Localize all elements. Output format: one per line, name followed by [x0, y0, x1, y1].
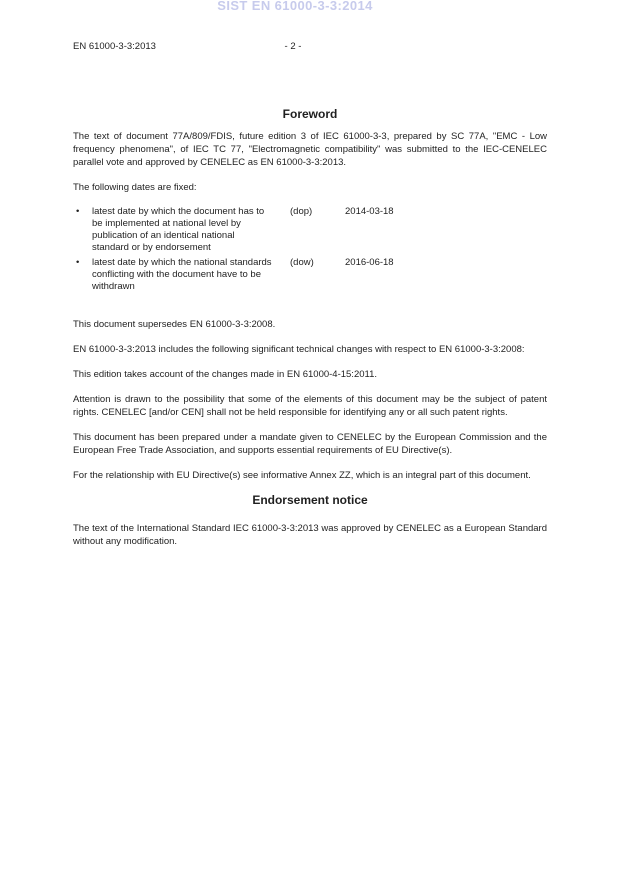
endorsement-heading: Endorsement notice — [252, 493, 368, 507]
patent-rights-paragraph: Attention is drawn to the possibility that some of the elements of this document may be the subject of patent rights. CENELEC [and/or CEN] shall not be held responsible for identifying any or all such patent rights. — [73, 394, 547, 418]
fixed-dates-list — [73, 206, 547, 293]
date-item-text: latest date by which the document has to be implemented at national level by publication of an identical national standard or by endorsement — [92, 206, 265, 253]
annex-zz-paragraph: For the relationship with EU Directive(s) see informative Annex ZZ, which is an integral part of this document. — [73, 470, 531, 481]
foreword-intro-paragraph: The text of document 77A/809/FDIS, future edition 3 of IEC 61000-3-3, prepared by SC 77A, "EMC - Low frequency phenomena", of IEC TC 77, "Electromagnetic compatibility" was submitted to the IEC-CENELEC parallel vote and approved by CENELEC as EN 61000-3-3:2013. — [73, 131, 547, 168]
dates-intro-text: The following dates are fixed: — [73, 182, 197, 193]
changes-paragraph: EN 61000-3-3:2013 includes the following significant technical changes with respect to EN 61000-3-3:2008: — [73, 344, 525, 355]
list-item — [73, 206, 547, 254]
date-value: 2016-06-18 — [345, 257, 394, 268]
document-reference: EN 61000-3-3:2013 — [73, 41, 156, 52]
page-content — [73, 107, 547, 548]
edition-paragraph: This edition takes account of the changes made in EN 61000-4-15:2011. — [73, 369, 378, 380]
watermark-header: SIST EN 61000-3-3:2014 — [217, 0, 373, 13]
date-value: 2014-03-18 — [345, 206, 394, 217]
bullet-icon: • — [76, 257, 80, 268]
bullet-icon: • — [76, 206, 80, 217]
date-abbreviation: (dow) — [290, 257, 314, 268]
mandate-paragraph: This document has been prepared under a mandate given to CENELEC by the European Commission and the European Free Trade Association, and supports essential requirements of EU Directive(s). — [73, 432, 547, 456]
foreword-heading: Foreword — [282, 107, 338, 121]
supersedes-paragraph: This document supersedes EN 61000-3-3:2008. — [73, 319, 276, 330]
endorsement-paragraph: The text of the International Standard IEC 61000-3-3:2013 was approved by CENELEC as a European Standard without any modification. — [73, 523, 547, 547]
list-item — [73, 257, 547, 293]
date-item-text: latest date by which the national standards conflicting with the document have to be withdrawn — [92, 257, 272, 292]
page-number: - 2 - — [284, 41, 302, 52]
date-abbreviation: (dop) — [290, 206, 313, 217]
